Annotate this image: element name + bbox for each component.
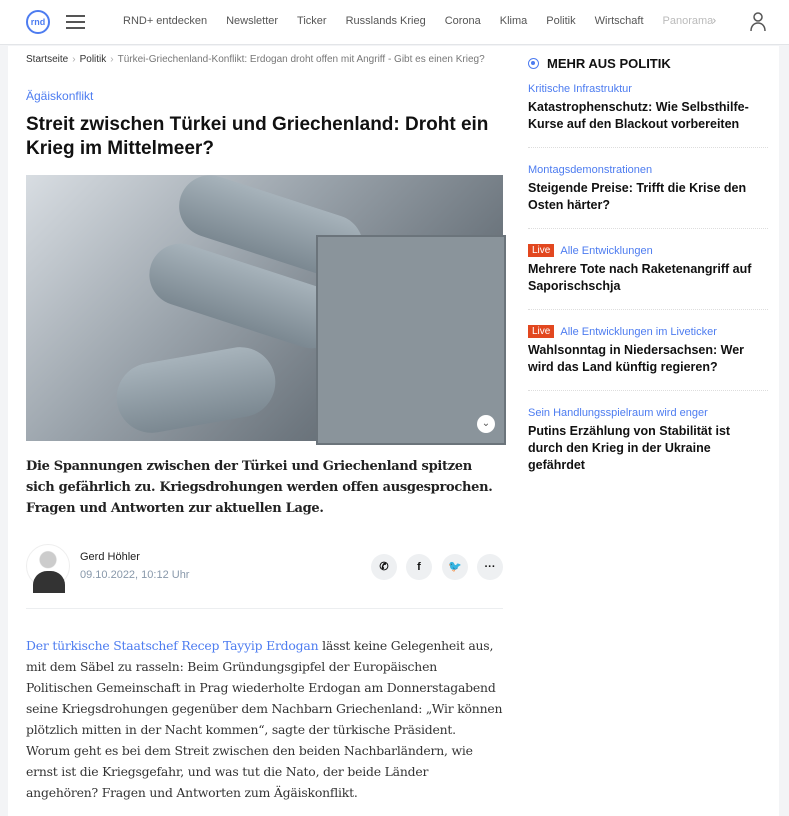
item-title[interactable]: Mehrere Tote nach Raketenangriff auf Saporischschja bbox=[528, 262, 752, 293]
article-lead: Die Spannungen zwischen der Türkei und Griechenland spitzen sich gefährlich zu. Kriegsdrohungen werden offen ausgesprochen. Fragen und Antworten zur aktuellen Lage. bbox=[26, 459, 493, 516]
body-text: lässt keine Gelegenheit aus, mit dem Säbel zu rasseln: Beim Gründungsgipfel der Europäischen Politischen Gemeinschaft in Prag wiederholte Erdogan am Donnerstagabend seine Kriegsdrohungen gegenüber dem Nachbarn Griechenland: „Wir können plötzlich mitten in der Nacht kommen“, sagte der türkische Präsident. Worum geht es bei dem Streit zwischen den beiden Nachbarländern, wie ernst ist die Kriegsgefahr, und was tut die Nato, der beide Länder angehören? Fragen und Antworten zum Ägäiskonflikt. bbox=[26, 638, 503, 800]
more-icon[interactable]: ··· bbox=[477, 554, 503, 580]
page bbox=[8, 46, 779, 816]
page-title: Streit zwischen Türkei und Griechenland: Droht ein Krieg im Mittelmeer? bbox=[26, 114, 489, 159]
list-item[interactable] bbox=[528, 325, 768, 391]
nav-item[interactable]: Panorama bbox=[662, 15, 714, 27]
nav-item[interactable]: Wirtschaft bbox=[594, 15, 644, 27]
menu-icon[interactable] bbox=[66, 15, 85, 29]
item-title[interactable]: Steigende Preise: Trifft die Krise den Osten härter? bbox=[528, 181, 747, 212]
author-block bbox=[26, 544, 503, 592]
live-badge: Live bbox=[528, 244, 554, 257]
item-kicker: Montagsdemonstrationen bbox=[528, 164, 653, 176]
item-kicker: Kritische Infrastruktur bbox=[528, 83, 632, 95]
list-item[interactable] bbox=[528, 407, 768, 474]
nav-item[interactable]: RND+ entdecken bbox=[123, 15, 208, 27]
breadcrumb-item[interactable]: Politik bbox=[79, 54, 107, 65]
breadcrumb-item[interactable]: Startseite bbox=[26, 54, 69, 65]
main-nav bbox=[123, 15, 735, 27]
article-kicker[interactable]: Ägäiskonflikt bbox=[26, 89, 94, 103]
author-name[interactable]: Gerd Höhler bbox=[80, 551, 140, 563]
radio-dot-icon bbox=[528, 58, 539, 69]
twitter-icon[interactable]: 🐦 bbox=[442, 554, 468, 580]
divider bbox=[26, 608, 503, 609]
user-icon[interactable] bbox=[750, 12, 766, 32]
nav-item[interactable]: Ticker bbox=[297, 15, 327, 27]
article-body bbox=[26, 635, 503, 803]
avatar[interactable] bbox=[26, 544, 70, 588]
item-kicker: Sein Handlungsspielraum wird enger bbox=[528, 407, 708, 419]
item-title[interactable]: Wahlsonntag in Niedersachsen: Wer wird das Land künftig regieren? bbox=[528, 343, 745, 374]
list-item[interactable] bbox=[528, 164, 768, 229]
facebook-icon[interactable]: f bbox=[406, 554, 432, 580]
live-badge: Live bbox=[528, 325, 554, 338]
item-kicker: Live Alle Entwicklungen im Liveticker bbox=[528, 325, 768, 338]
chevron-right-icon[interactable]: › bbox=[712, 15, 717, 27]
item-title[interactable]: Putins Erzählung von Stabilität ist durch den Krieg in der Ukraine gefährdet bbox=[528, 424, 731, 472]
item-kicker: Live Alle Entwicklungen bbox=[528, 244, 768, 257]
chevron-down-icon[interactable]: ⌄ bbox=[477, 415, 495, 433]
list-item[interactable] bbox=[528, 244, 768, 310]
header bbox=[0, 0, 789, 45]
body-link[interactable]: Der türkische Staatschef Recep Tayyip Erdogan bbox=[26, 638, 319, 653]
article-image[interactable] bbox=[26, 175, 503, 441]
list-item[interactable] bbox=[528, 83, 768, 148]
whatsapp-icon[interactable]: ✆ bbox=[371, 554, 397, 580]
nav-item[interactable]: Corona bbox=[444, 15, 481, 27]
nav-item[interactable]: Politik bbox=[546, 15, 576, 27]
nav-item[interactable]: Newsletter bbox=[226, 15, 279, 27]
nav-item[interactable]: Klima bbox=[499, 15, 528, 27]
breadcrumb-current: Türkei-Griechenland-Konflikt: Erdogan droht offen mit Angriff - Gibt es einen Krieg? bbox=[117, 54, 485, 65]
sidebar-heading: MEHR AUS POLITIK bbox=[528, 56, 671, 71]
item-title[interactable]: Katastrophenschutz: Wie Selbsthilfe-Kurse auf den Blackout vorbereiten bbox=[528, 100, 749, 131]
breadcrumb: Startseite › Politik › Türkei-Griechenland-Konflikt: Erdogan droht offen mit Angriff - Gibt es einen Krieg? bbox=[26, 54, 485, 65]
nav-item[interactable]: Russlands Krieg bbox=[345, 15, 426, 27]
rnd-logo[interactable]: rnd bbox=[26, 10, 50, 34]
publish-date: 09.10.2022, 10:12 Uhr bbox=[80, 569, 190, 581]
